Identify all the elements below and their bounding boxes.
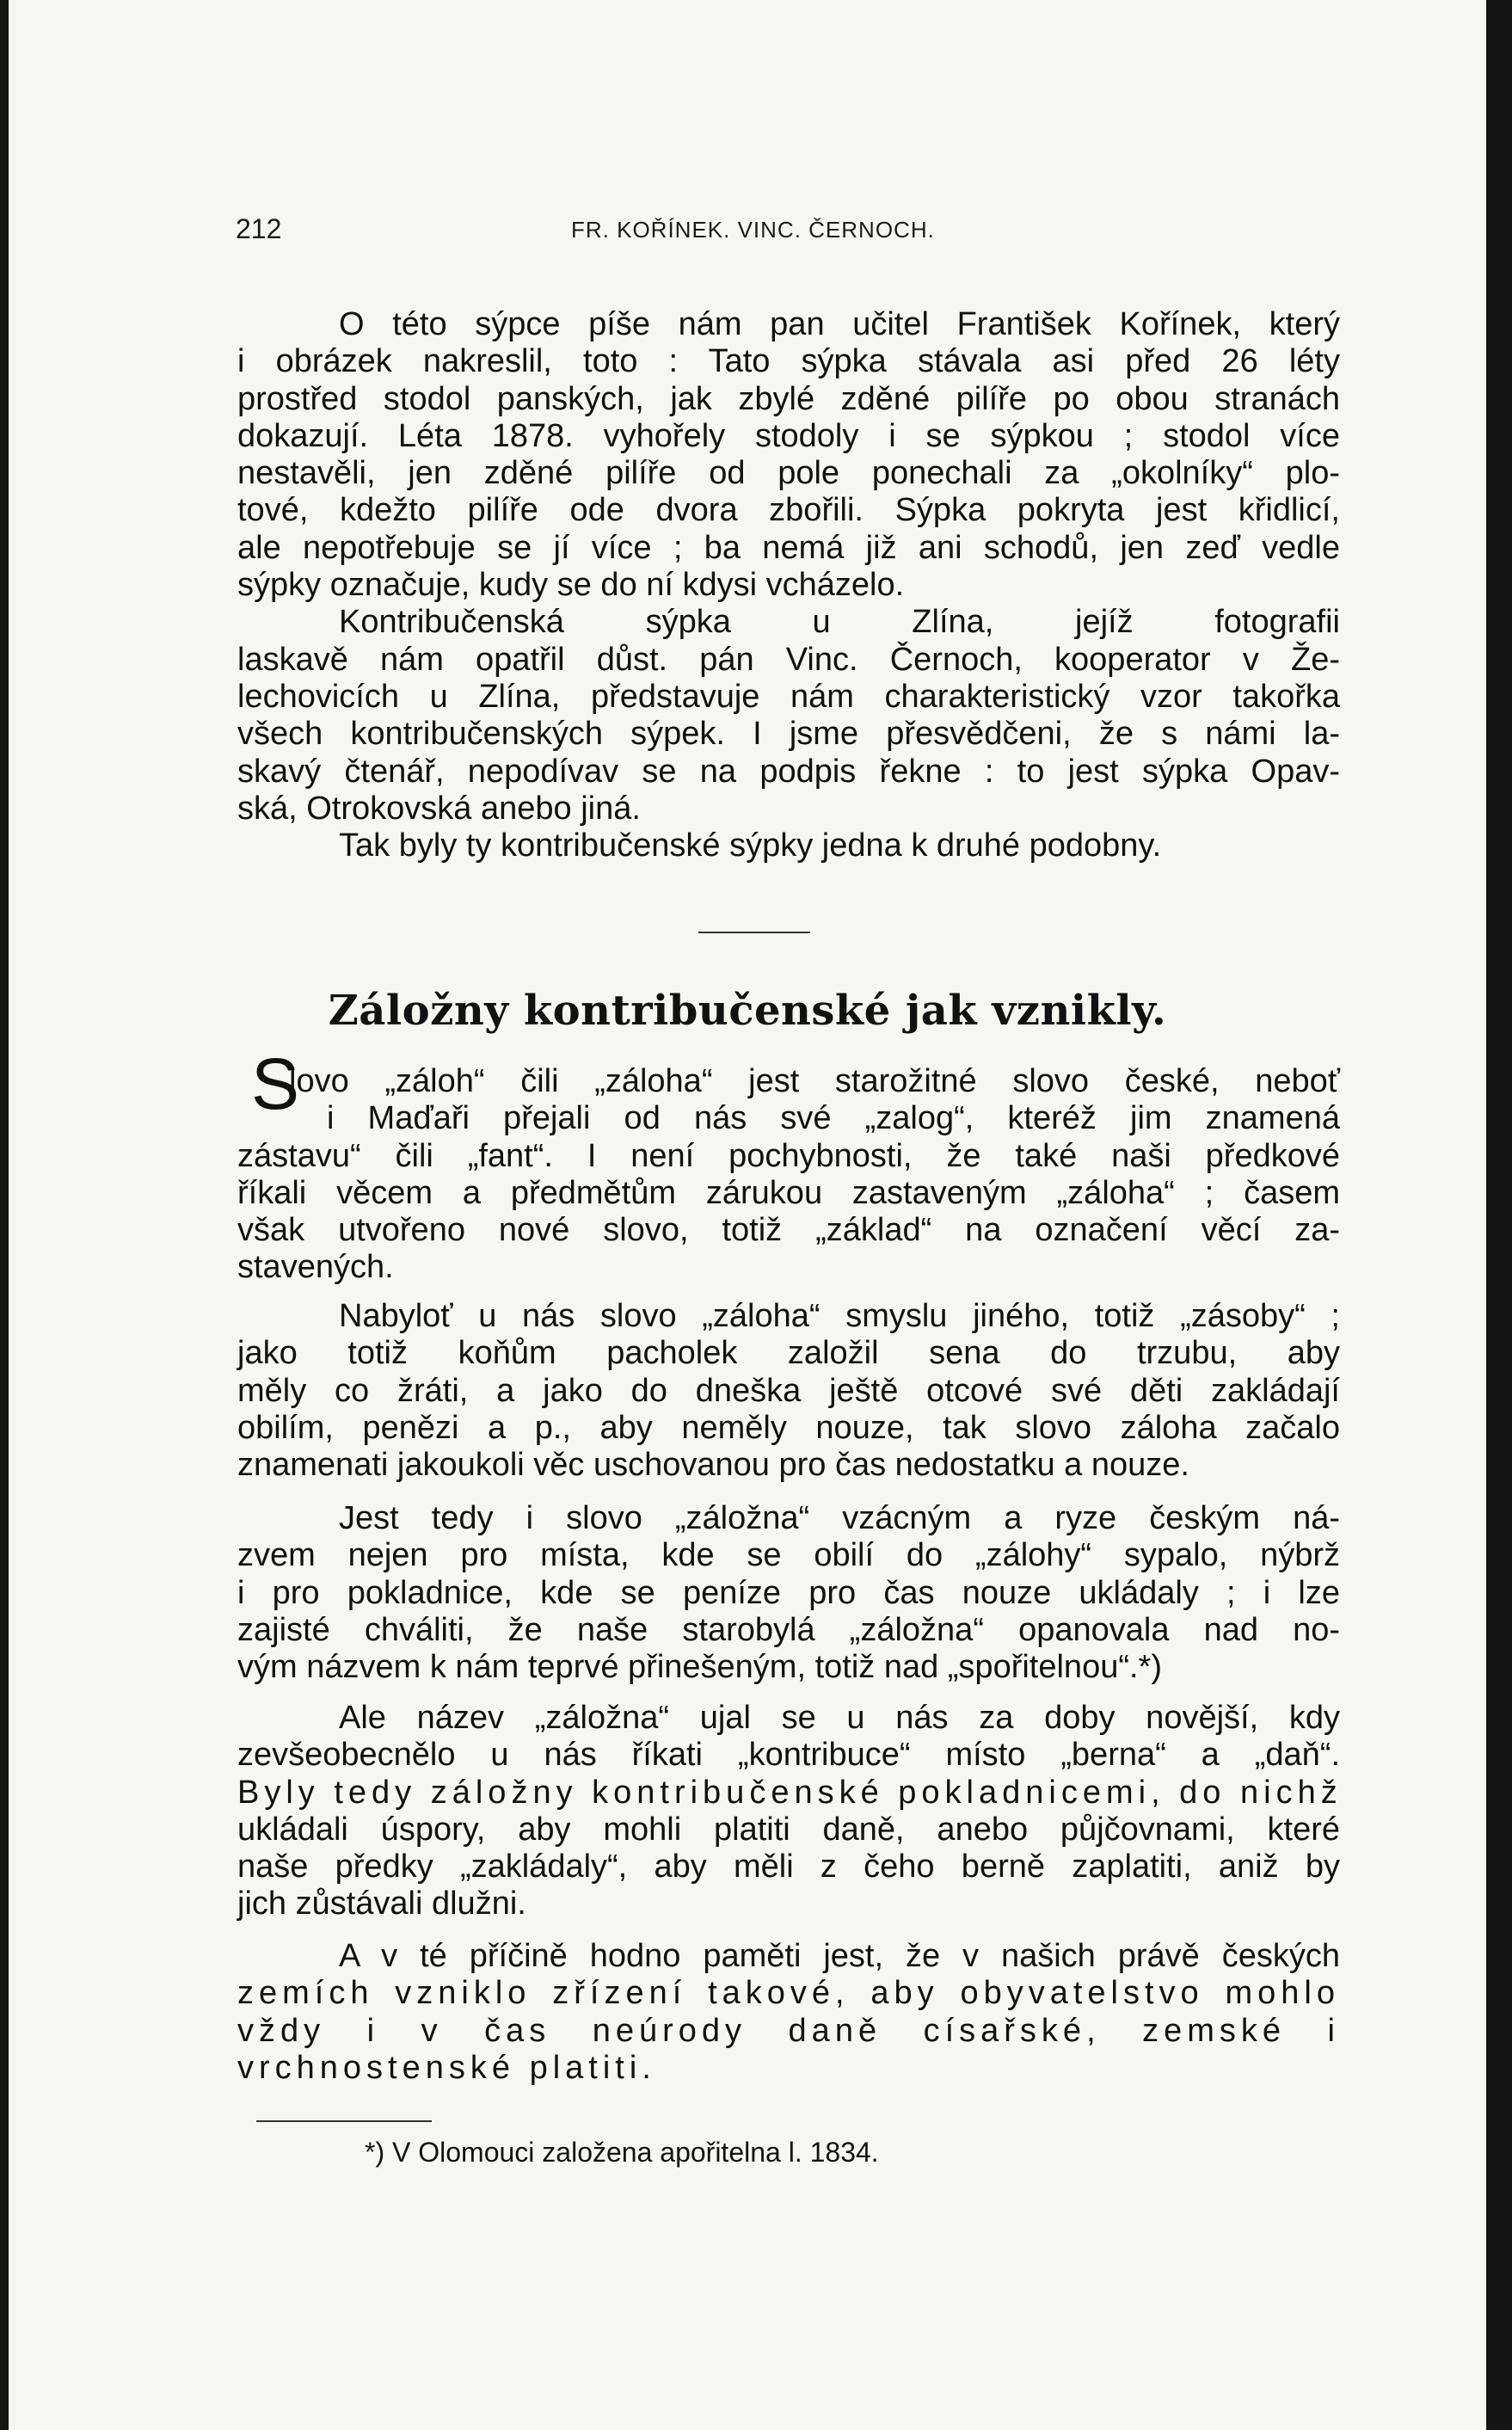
paragraph-granary-description (237, 306, 1340, 864)
text-line: znamenati jakoukoli věc uschovanou pro čas nedostatku a nouze. (237, 1447, 1189, 1484)
text-line: vrchnostenské platiti. (237, 2049, 656, 2086)
paragraph-zalozna-name (237, 1500, 1340, 1686)
text-line: dokazují. Léta 1878. vyhořely stodoly i se sýpkou ; stodol více (237, 417, 1340, 454)
text-line: však utvořeno nové slovo, totiž „základ“ na označení věcí za- (237, 1212, 1340, 1249)
text-line: O této sýpce píše nám pan učitel František Kořínek, který (339, 306, 1340, 342)
text-line: naše předky „zakládaly“, aby měli z čeho berně zaplatiti, aniž by (237, 1849, 1340, 1886)
text-line: i pro pokladnice, kde se peníze pro čas nouze ukládaly ; i lze (237, 1574, 1340, 1611)
text-line: A v té příčině hodno paměti jest, že v našich právě českých (339, 1938, 1340, 1974)
text-line: sýpky označuje, kudy se do ní kdysi vcházelo. (237, 567, 905, 604)
text-line: všech kontribučenských sýpek. I jsme přesvědčeni, že s námi la- (237, 716, 1340, 753)
text-line: Nabyloť u nás slovo „záloha“ smyslu jiného, totiž „zásoby“ ; (339, 1298, 1340, 1334)
text-line: i Maďaři přejali od nás své „zalog“, kteréž jim znamená (327, 1100, 1340, 1137)
text-line: i obrázek nakreslil, toto : Tato sýpka stávala asi před 26 léty (237, 343, 1340, 380)
text-line: zástavu“ čili „fant“. I není pochybnosti, že také naši předkové (237, 1137, 1340, 1174)
section-divider (698, 932, 810, 933)
paragraph-kontribuce (237, 1700, 1343, 1923)
paragraph-czech-lands (237, 1938, 1340, 2087)
text-line: lovo „záloh“ čili „záloha“ jest starožitné slovo české, neboť (289, 1063, 1340, 1099)
text-line: měly co žráti, a jako do dneška ještě otcové své děti zakládají (237, 1372, 1340, 1409)
text-line: zvem nejen pro místa, kde se obilí do „zálohy“ sypalo, nýbrž (237, 1537, 1340, 1574)
text-line: Ale název „záložna“ ujal se u nás za doby novější, kdy (339, 1700, 1340, 1736)
text-line: vždy i v čas neúrody daně císařské, zemské i (237, 2012, 1340, 2049)
text-line: zevšeobecnělo u nás říkati „kontribuce“ místo „berna“ a „daň“. (237, 1737, 1340, 1774)
text-line: zemích vzniklo zřízení takové, aby obyvatelstvo mohlo (237, 1975, 1340, 2012)
footnote: *) V Olomouci založena apořitelna l. 1834. (365, 2137, 879, 2168)
text-line: Jest tedy i slovo „záložna“ vzácným a ryze českým ná- (339, 1500, 1340, 1536)
text-line: ale nepotřebuje se jí více ; ba nemá již ani schodů, jen zeď vedle (237, 529, 1340, 566)
text-line: ská, Otrokovská anebo jiná. (237, 790, 641, 827)
text-line: laskavě nám opatřil důst. pán Vinc. Černoch, kooperator v Že- (237, 641, 1340, 678)
text-line: lechovicích u Zlína, představuje nám charakteristický vzor takořka (237, 678, 1340, 715)
paragraph-zasoby (237, 1298, 1340, 1484)
text-line: Byly tedy záložny kontribučenské pokladnicemi, do nichž (237, 1774, 1343, 1811)
text-line: vým názvem k nám teprvé přinešeným, totiž nad „spořitelnou“.*) (237, 1649, 1162, 1686)
text-line: nestavěli, jen zděné pilíře od pole ponechali za „okolníky“ plo- (237, 455, 1340, 492)
book-page (9, 0, 1486, 2430)
text-line: jako totiž koňům pacholek založil sena do trzubu, aby (237, 1335, 1340, 1372)
text-line: obilím, penězi a p., aby neměly nouze, tak slovo záloha začalo (237, 1409, 1340, 1446)
text-line: Tak byly ty kontribučenské sýpky jedna k druhé podobny. (339, 827, 1162, 864)
section-heading: Záložny kontribučenské jak vznikly. (328, 987, 1167, 1035)
scan-edge-right (1486, 0, 1512, 2430)
page-number: 212 (236, 213, 282, 244)
text-line: prostřed stodol panských, jak zbylé zděné pilíře po obou stranách (237, 380, 1340, 417)
text-line: ukládali úspory, aby mohli platiti daně, anebo půjčovnami, které (237, 1811, 1340, 1848)
text-line: tové, kdežto pilíře ode dvora zbořili. Sýpka pokryta jest křidlicí, (237, 492, 1340, 529)
text-line: skavý čtenář, nepodívav se na podpis řekne : to jest sýpka Opav- (237, 753, 1340, 790)
footnote-rule (256, 2120, 432, 2122)
text-line: Kontribučenská sýpka u Zlína, jejíž fotografii (339, 604, 1340, 641)
text-line: říkali věcem a předmětům zárukou zastaveným „záloha“ ; časem (237, 1174, 1340, 1211)
drop-cap: S (251, 1043, 300, 1124)
running-head-title: FR. KOŘÍNEK. VINC. ČERNOCH. (571, 217, 935, 243)
text-line: jich zůstávali dlužni. (237, 1886, 526, 1922)
paragraph-zaloh-origin (237, 1063, 1340, 1287)
text-line: stavených. (237, 1249, 394, 1286)
running-head (9, 213, 1486, 248)
text-line: zajisté chváliti, že naše starobylá „záložna“ opanovala nad no- (237, 1611, 1340, 1648)
